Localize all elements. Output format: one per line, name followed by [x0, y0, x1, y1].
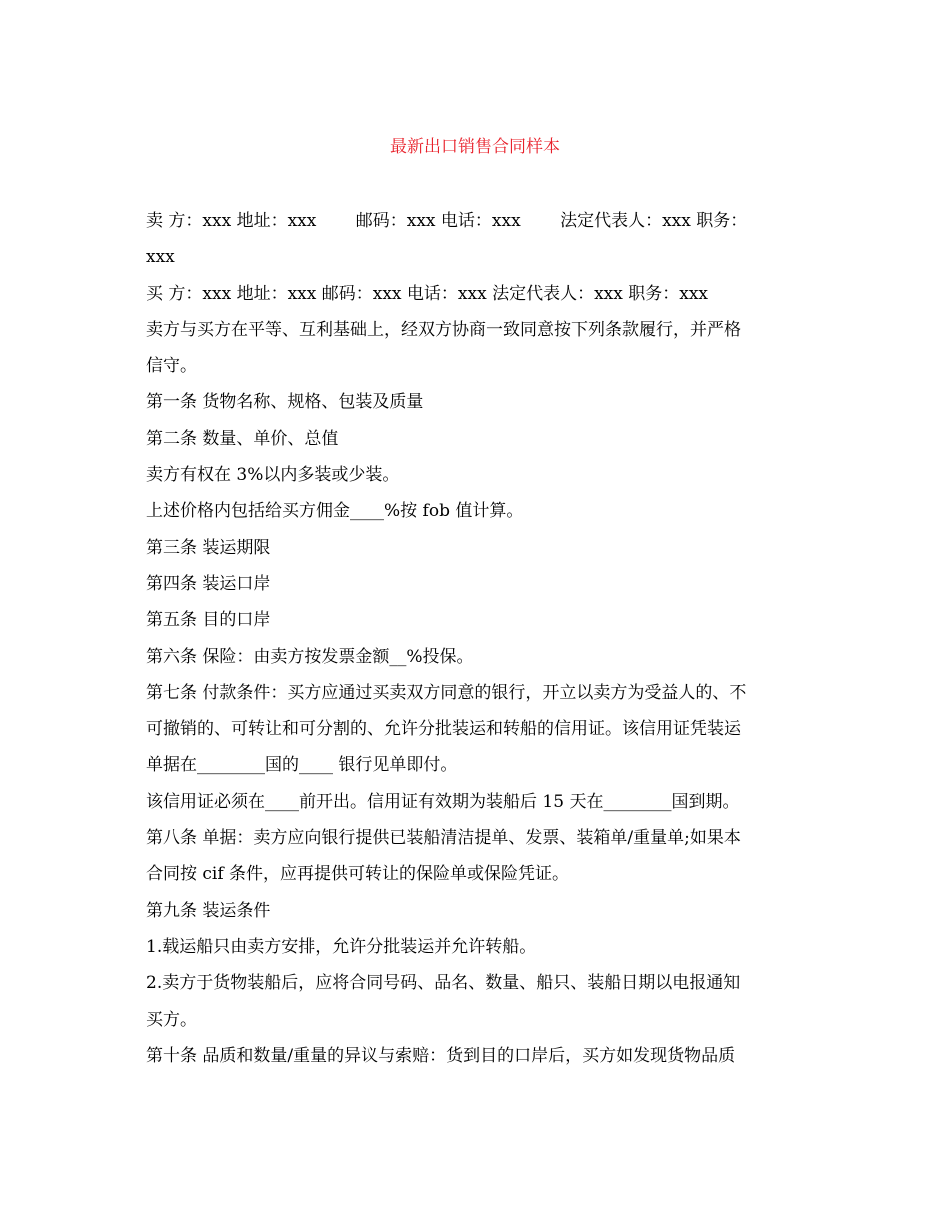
document-line: 1.载运船只由卖方安排，允许分批装运并允许转船。 — [146, 936, 537, 957]
document-line: 第五条 目的口岸 — [146, 610, 271, 631]
document-line: 卖方有权在 3%以内多装或少装。 — [146, 465, 400, 486]
document-line: 信守。 — [146, 356, 197, 377]
document-line: 该信用证必须在____前开出。信用证有效期为装船后 15 天在________国到期。 — [146, 791, 740, 812]
document-line: 上述价格内包括给买方佣金____%按 fob 值计算。 — [146, 501, 524, 522]
document-line: 第七条 付款条件：买方应通过买卖双方同意的银行，开立以卖方为受益人的、不 — [146, 682, 747, 703]
document-line: 可撤销的、可转让和可分割的、允许分批装运和转船的信用证。该信用证凭装运 — [146, 719, 741, 740]
document-line: 第八条 单据：卖方应向银行提供已装船清洁提单、发票、装箱单/重量单;如果本 — [146, 828, 741, 849]
document-line: 第三条 装运期限 — [146, 537, 271, 558]
document-line: 买 方：xxx 地址：xxx 邮码：xxx 电话：xxx 法定代表人：xxx 职务：xxx — [146, 283, 708, 304]
document-title: 最新出口销售合同样本 — [390, 137, 560, 157]
document-line: 单据在________国的____ 银行见单即付。 — [146, 755, 458, 776]
document-line: 第十条 品质和数量/重量的异议与索赔：货到目的口岸后，买方如发现货物品质 — [146, 1045, 736, 1066]
document-body — [146, 203, 806, 1074]
document-line: 2.卖方于货物装船后，应将合同号码、品名、数量、船只、装船日期以电报通知 — [146, 973, 741, 994]
document-line: 第九条 装运条件 — [146, 900, 271, 921]
document-line: 第六条 保险：由卖方按发票金额__%投保。 — [146, 646, 474, 667]
document-line: 第四条 装运口岸 — [146, 573, 271, 594]
document-line: 合同按 cif 条件，应再提供可转让的保险单或保险凭证。 — [146, 864, 570, 885]
document-line: 卖 方：xxx 地址：xxx 邮码：xxx 电话：xxx 法定代表人：xxx 职务： — [146, 211, 748, 231]
document-line: xxx — [146, 247, 175, 268]
document-line: 买方。 — [146, 1009, 197, 1030]
document-line: 第一条 货物名称、规格、包装及质量 — [146, 392, 424, 413]
document-line: 第二条 数量、单价、总值 — [146, 428, 339, 449]
document-line: 卖方与买方在平等、互利基础上，经双方协商一致同意按下列条款履行，并严格 — [146, 319, 741, 340]
